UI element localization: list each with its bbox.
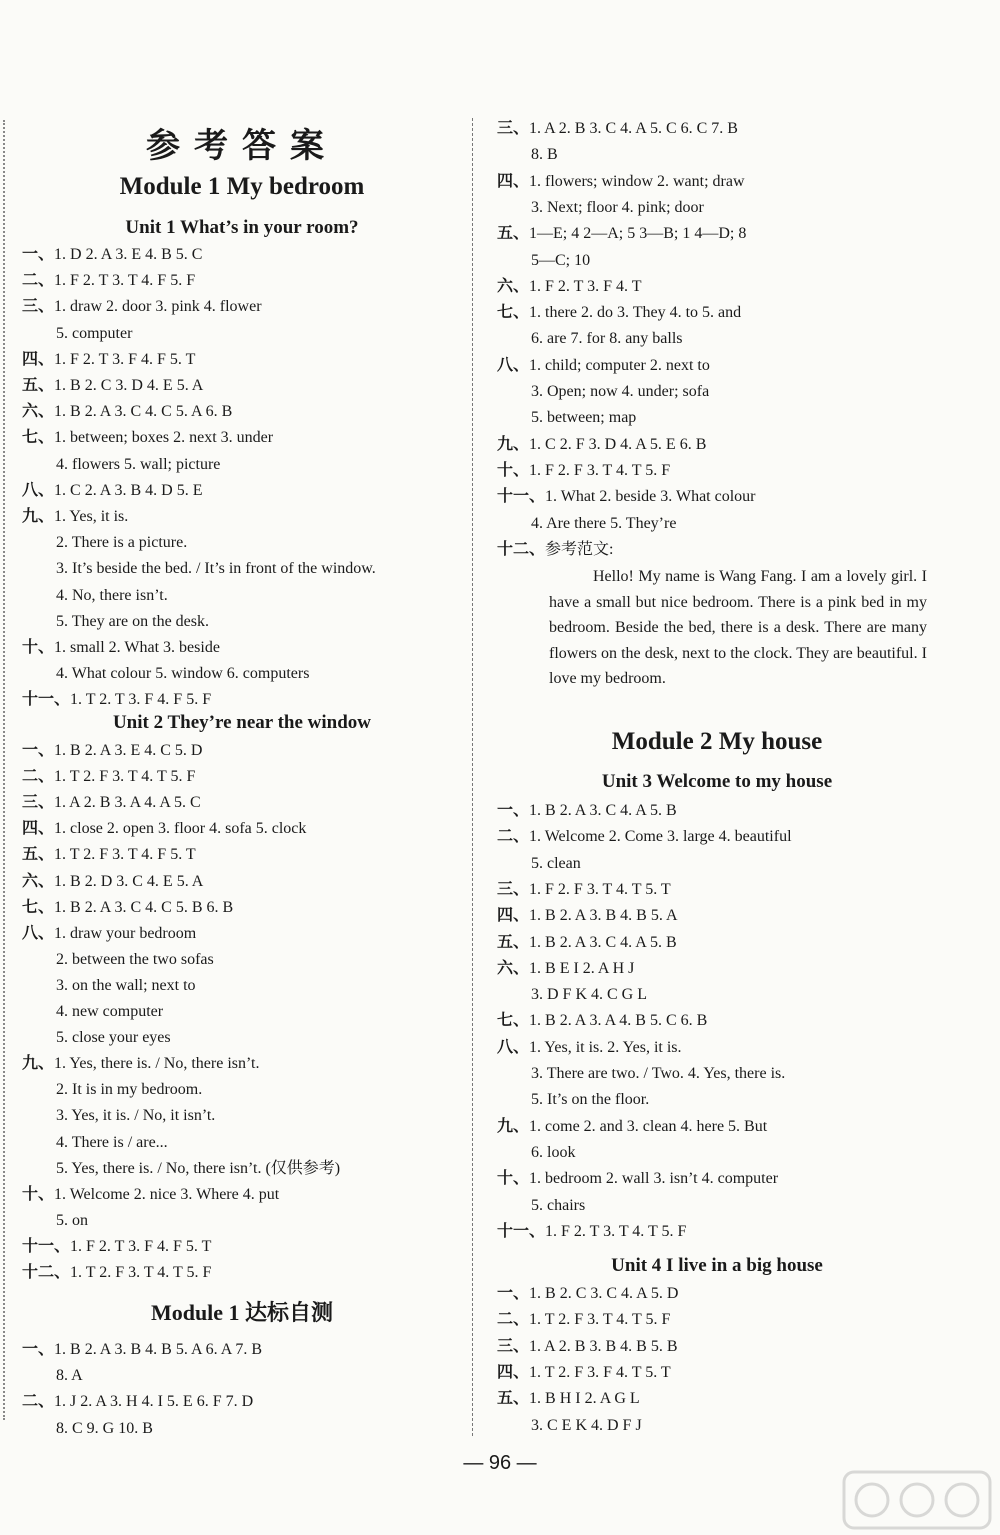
answer-text: 1. F 2. T 3. T 4. F 5. F (54, 272, 196, 290)
answer-line (497, 1117, 767, 1137)
question-number: 六、 (497, 277, 530, 295)
answer-line (22, 1185, 279, 1205)
answer-line (497, 1363, 671, 1383)
answer-line (497, 487, 755, 507)
answer-text: 1. A 2. B 3. B 4. B 5. B (529, 1337, 678, 1355)
answer-text: 5. close your eyes (56, 1029, 171, 1047)
answer-text: 3. It’s beside the bed. / It’s in front of the window. (56, 560, 376, 578)
answer-line (497, 933, 677, 953)
answer-text: 1. C 2. F 3. D 4. A 5. E 6. B (529, 435, 707, 453)
answer-text: 1. B 2. C 3. D 4. E 5. A (54, 377, 204, 394)
answer-line (497, 198, 704, 218)
question-number: 二、 (497, 828, 530, 846)
answer-line (22, 428, 273, 448)
answer-line (497, 172, 745, 192)
answer-text: 4. new computer (56, 1003, 164, 1020)
answer-text: 1. Yes, it is. (54, 508, 129, 525)
question-number: 五、 (497, 1390, 530, 1408)
answer-text: 1. bedroom 2. wall 3. isn’t 4. computer (529, 1170, 779, 1188)
answer-line (497, 119, 738, 139)
answer-text: 3. Next; floor 4. pink; door (531, 198, 704, 216)
question-number: 五、 (497, 225, 530, 243)
answer-text: 1. T 2. T 3. F 4. F 5. F (70, 691, 212, 709)
question-number: 十、 (22, 639, 55, 656)
question-number: 六、 (22, 403, 55, 421)
answer-text: 1. B 2. A 3. C 4. A 5. B (529, 933, 677, 951)
answer-line (22, 245, 202, 265)
answer-text: 3. D F K 4. C G L (531, 986, 648, 1004)
question-number: 十、 (497, 1170, 530, 1188)
question-number: 五、 (497, 933, 530, 951)
answer-line (22, 1080, 202, 1100)
answer-line (497, 303, 741, 323)
answer-text: 1. between; boxes 2. next 3. under (54, 429, 274, 447)
answer-line (497, 1090, 649, 1110)
answer-text: 5. on (56, 1211, 88, 1229)
answer-text: 5. between; map (531, 409, 637, 427)
question-number: 七、 (497, 1012, 530, 1030)
answer-text: 1. draw your bedroom (54, 924, 197, 942)
answer-line (497, 1416, 642, 1436)
answer-text: 1. B 2. A 3. C 4. C 5. B 6. B (54, 898, 234, 916)
answer-line (497, 540, 613, 560)
answer-text: 1. J 2. A 3. H 4. I 5. E 6. F 7. D (54, 1393, 254, 1411)
answer-line (497, 1337, 678, 1357)
answer-line (497, 1064, 785, 1084)
answer-line (22, 1392, 253, 1412)
module1-test-heading: Module 1 达标自测 (150, 1300, 334, 1325)
answer-text: 1. Welcome 2. Come 3. large 4. beautiful (529, 828, 792, 846)
question-number: 一、 (22, 246, 55, 263)
answer-line (497, 251, 590, 271)
answer-text: 5—C; 10 (531, 251, 591, 269)
question-number: 十、 (22, 1185, 55, 1203)
answer-text: 1. B 2. A 3. E 4. C 5. D (54, 742, 203, 759)
question-number: 三、 (22, 794, 55, 812)
answer-text: 2. between the two sofas (56, 950, 214, 968)
answer-line (497, 1284, 678, 1304)
answer-text: 1. A 2. B 3. A 4. A 5. C (54, 794, 201, 812)
answer-text: 1. small 2. What 3. beside (54, 639, 220, 656)
answer-line (497, 1011, 707, 1031)
answer-line (22, 872, 203, 892)
answer-text: 1. there 2. do 3. They 4. to 5. and (529, 304, 742, 322)
answer-line (497, 224, 746, 244)
answer-text: 4. Are there 5. They’re (531, 514, 677, 532)
question-number: 十一、 (22, 691, 71, 709)
question-number: 二、 (22, 272, 55, 290)
answer-line (497, 827, 792, 847)
question-number: 八、 (497, 356, 530, 374)
answer-text: 5. clean (531, 854, 581, 872)
answer-text: 参考范文: (545, 540, 614, 558)
module2-heading: Module 2 My house (611, 728, 823, 755)
answer-text: 3. C E K 4. D F J (531, 1416, 642, 1434)
unit1-heading: Unit 1 What’s in your room? (125, 217, 359, 238)
question-number: 九、 (22, 1055, 55, 1073)
answer-line (497, 1143, 575, 1163)
question-number: 七、 (22, 898, 55, 916)
question-number: 六、 (22, 872, 55, 890)
answer-text: 1. B 2. A 3. B 4. B 5. A (529, 907, 678, 925)
answer-text: 1. B H I 2. A G L (529, 1390, 640, 1408)
question-number: 五、 (22, 846, 55, 864)
page-edge-dots (3, 120, 7, 1420)
question-number: 一、 (497, 802, 530, 819)
answer-line (497, 382, 709, 402)
question-number: 三、 (497, 120, 530, 137)
page-title: 参考答案 (146, 126, 338, 166)
answer-text: 1. F 2. T 3. F 4. F 5. T (54, 350, 196, 368)
answer-line (22, 638, 220, 658)
answer-text: 1—E; 4 2—A; 5 3—B; 1 4—D; 8 (529, 225, 747, 243)
answer-line (22, 898, 233, 918)
answer-line (497, 985, 647, 1005)
answer-line (497, 1310, 670, 1330)
answer-text: 1. D 2. A 3. E 4. B 5. C (54, 246, 203, 263)
question-number: 十二、 (497, 540, 546, 558)
answer-text: 1. A 2. B 3. C 4. A 5. C 6. C 7. B (529, 120, 738, 137)
answer-text: 1. flowers; window 2. want; draw (529, 172, 745, 190)
question-number: 二、 (497, 1311, 530, 1329)
unit2-heading: Unit 2 They’re near the window (112, 712, 372, 733)
answer-line (22, 1106, 215, 1126)
answer-line (22, 1133, 168, 1153)
question-number: 三、 (22, 298, 55, 316)
answer-line (22, 481, 202, 501)
answer-line (497, 356, 710, 376)
question-number: 七、 (22, 429, 55, 447)
answer-text: 5. computer (56, 324, 133, 342)
answer-line (497, 514, 676, 534)
question-number: 四、 (497, 907, 530, 925)
answer-text: 1. F 2. T 3. F 4. T (529, 277, 642, 295)
answer-text: 1. B 2. A 3. C 4. A 5. B (529, 802, 677, 819)
answer-line (22, 533, 187, 553)
answer-text: 4. There is / are... (56, 1133, 168, 1151)
answer-line (22, 1419, 153, 1439)
question-number: 三、 (497, 1337, 530, 1355)
answer-text: 1. B E I 2. A H J (529, 959, 635, 977)
answer-text: 1. F 2. T 3. T 4. T 5. F (545, 1222, 687, 1240)
question-number: 九、 (497, 435, 530, 453)
question-number: 五、 (22, 377, 55, 394)
answer-text: 4. flowers 5. wall; picture (56, 455, 221, 473)
question-number: 八、 (22, 924, 55, 942)
answer-line (22, 793, 201, 813)
question-number: 二、 (22, 1393, 55, 1411)
question-number: 九、 (497, 1117, 530, 1135)
answer-line (497, 1222, 686, 1242)
answer-line (22, 559, 376, 579)
question-number: 十一、 (22, 1237, 71, 1255)
question-number: 十二、 (22, 1264, 71, 1281)
answer-text: 1. F 2. F 3. T 4. T 5. F (529, 461, 671, 479)
answer-text: 1. B 2. C 3. C 4. A 5. D (529, 1285, 679, 1302)
answer-line (497, 801, 677, 821)
answer-line (22, 350, 195, 370)
answer-text: 2. It is in my bedroom. (56, 1081, 203, 1099)
answer-line (497, 1169, 778, 1189)
answer-line (22, 586, 168, 606)
answer-line (22, 1237, 211, 1257)
answer-line (497, 461, 670, 481)
answer-line (22, 507, 128, 527)
answer-line (22, 924, 196, 944)
question-number: 十一、 (497, 488, 546, 506)
question-number: 一、 (22, 742, 55, 759)
answer-text: 4. What colour 5. window 6. computers (56, 665, 310, 683)
unit3-heading: Unit 3 Welcome to my house (601, 771, 833, 792)
answer-text: 1. T 2. F 3. F 4. T 5. T (529, 1363, 671, 1381)
answer-text: 8. C 9. G 10. B (56, 1419, 153, 1437)
answer-text: 1. child; computer 2. next to (529, 356, 710, 374)
answer-text: 3. on the wall; next to (56, 976, 196, 994)
answer-line (497, 145, 558, 165)
question-number: 四、 (497, 1363, 530, 1381)
answer-line (497, 880, 671, 900)
watermark-logo (842, 1470, 992, 1530)
question-number: 四、 (22, 820, 55, 838)
question-number: 十一、 (497, 1222, 546, 1240)
answer-line (497, 435, 706, 455)
question-number: 十、 (497, 461, 530, 479)
answer-text: 1. T 2. F 3. T 4. T 5. F (529, 1311, 671, 1329)
answer-text: 1. B 2. A 3. B 4. B 5. A 6. A 7. B (54, 1341, 263, 1358)
answer-text: 4. No, there isn’t. (56, 586, 168, 604)
question-number: 九、 (22, 508, 55, 525)
answer-text: 1. Yes, it is. 2. Yes, it is. (529, 1038, 682, 1056)
answer-text: 1. T 2. F 3. T 4. T 5. F (54, 768, 196, 786)
answer-text: 1. Welcome 2. nice 3. Where 4. put (54, 1185, 280, 1203)
answer-text: 5. They are on the desk. (56, 612, 209, 630)
answer-line (22, 1159, 340, 1179)
answer-line (497, 906, 678, 926)
answer-text: 1. come 2. and 3. clean 4. here 5. But (529, 1117, 768, 1135)
answer-line (22, 741, 202, 761)
answer-line (22, 767, 195, 787)
answer-text: 5. chairs (531, 1196, 586, 1214)
answer-text: 2. There is a picture. (56, 534, 188, 552)
answer-line (497, 1196, 585, 1216)
answer-text: 1. C 2. A 3. B 4. D 5. E (54, 481, 203, 499)
answer-line (22, 1211, 88, 1231)
answer-line (22, 1340, 262, 1360)
answer-line (497, 959, 634, 979)
answer-text: 1. T 2. F 3. T 4. F 5. T (54, 846, 196, 864)
question-number: 四、 (22, 350, 55, 368)
column-divider (472, 118, 473, 1436)
answer-line (22, 402, 232, 422)
answer-line (497, 408, 636, 428)
answer-text: 3. Open; now 4. under; sofa (531, 383, 710, 400)
question-number: 二、 (22, 768, 55, 786)
answer-line (497, 1389, 640, 1409)
answer-text: 3. Yes, it is. / No, it isn’t. (56, 1107, 216, 1125)
answer-line (22, 819, 306, 839)
answer-text: 8. B (531, 146, 558, 164)
answer-line (22, 845, 196, 865)
answer-line (22, 271, 195, 291)
answer-text: 6. are 7. for 8. any balls (531, 330, 683, 348)
answer-text: 1. B 2. D 3. C 4. E 5. A (54, 872, 204, 890)
answer-line (22, 976, 196, 996)
answer-line (22, 612, 209, 632)
question-number: 七、 (497, 304, 530, 322)
answer-line (22, 664, 309, 684)
answer-text: 1. close 2. open 3. floor 4. sofa 5. clock (54, 820, 307, 838)
answer-line (22, 690, 211, 710)
answer-line (22, 1002, 163, 1022)
answer-line (22, 376, 203, 396)
question-number: 六、 (497, 959, 530, 977)
page-number: — 96 — (463, 1452, 537, 1474)
answer-line (22, 297, 262, 317)
answer-text: 3. There are two. / Two. 4. Yes, there is. (531, 1065, 786, 1082)
answer-text: 5. Yes, there is. / No, there isn’t. (仅供参考) (56, 1159, 341, 1177)
answer-line (497, 277, 642, 297)
answer-line (22, 455, 220, 475)
answer-text: 1. What 2. beside 3. What colour (545, 488, 756, 506)
question-number: 八、 (497, 1038, 530, 1056)
question-number: 三、 (497, 880, 530, 898)
question-number: 一、 (497, 1285, 530, 1302)
question-number: 一、 (22, 1341, 55, 1358)
answer-text: 1. B 2. A 3. C 4. C 5. A 6. B (54, 403, 233, 421)
answer-text: 1. Yes, there is. / No, there isn’t. (54, 1055, 260, 1073)
module1-heading: Module 1 My bedroom (119, 173, 365, 200)
answer-text: 1. F 2. T 3. F 4. F 5. T (70, 1237, 212, 1255)
answer-line (497, 329, 683, 349)
answer-line (22, 1054, 259, 1074)
answer-text: 1. draw 2. door 3. pink 4. flower (54, 298, 262, 316)
unit4-heading: Unit 4 I live in a big house (611, 1255, 823, 1276)
sample-essay (549, 564, 927, 692)
answer-line (497, 854, 581, 874)
answer-text: 8. A (56, 1367, 83, 1385)
answer-line (22, 1263, 211, 1283)
answer-text: 1. F 2. F 3. T 4. T 5. T (529, 880, 671, 898)
answer-line (22, 1366, 83, 1386)
answer-line (22, 1028, 171, 1048)
question-number: 八、 (22, 481, 55, 499)
answer-line (22, 950, 214, 970)
answer-text: 1. B 2. A 3. A 4. B 5. C 6. B (529, 1012, 708, 1030)
answer-text: 5. It’s on the floor. (531, 1091, 650, 1109)
answer-line (497, 1038, 682, 1058)
question-number: 四、 (497, 172, 530, 190)
answer-text: 6. look (531, 1143, 576, 1161)
answer-line (22, 324, 132, 344)
essay-text: Hello! My name is Wang Fang. I am a lovely girl. I have a small but nice bedroom. There is a pink bed in my bedroom. Beside the bed, there is a desk. There are many flowers on the desk, next to the clock. They are beautiful. I love my bedroom. (549, 568, 927, 688)
answer-text: 1. T 2. F 3. T 4. T 5. F (70, 1264, 212, 1281)
